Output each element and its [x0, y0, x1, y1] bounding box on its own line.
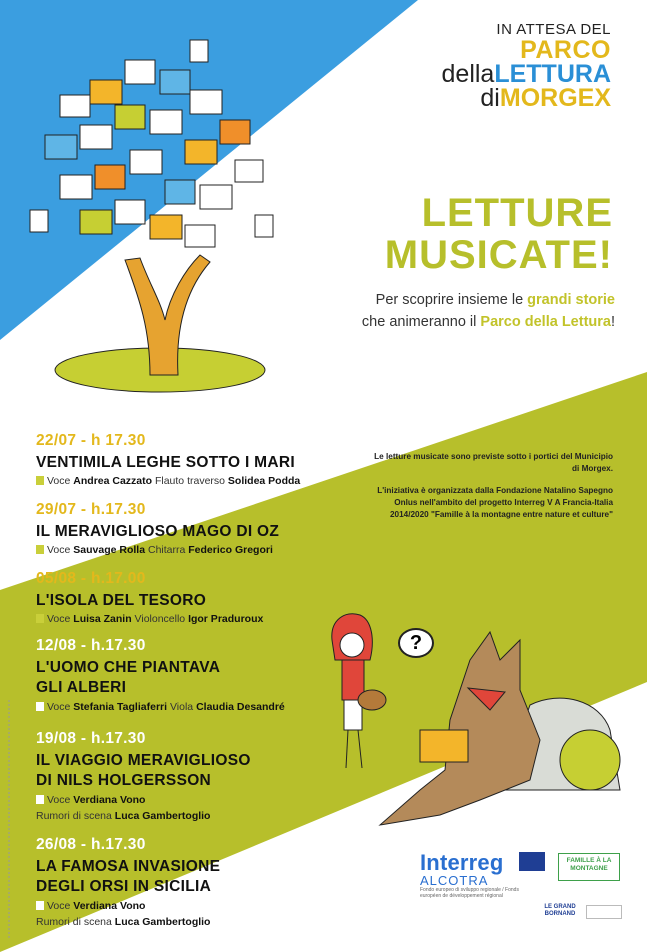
- book-icon: [36, 545, 44, 554]
- event-credits: Voce Andrea Cazzato Flauto traverso Solidea Podda: [36, 474, 300, 490]
- event-date: 22/07 - h 17.30: [36, 432, 146, 449]
- header-block: [442, 22, 611, 111]
- book-icon: [36, 795, 44, 804]
- event-credits: Voce Verdiana Vono Rumori di scena Luca Gambertoglio: [36, 899, 211, 928]
- interreg-logo: Interreg: [420, 850, 504, 875]
- legrand-bornand-logo: LE GRAND BORNAND: [544, 904, 576, 918]
- book-icon: [36, 476, 44, 485]
- info-note: Le letture musicate sono previste sotto i portici del Municipio di Morgex. L'iniziativa è organizzata dalla Fondazione Natalino Sapegno Onlus nell'ambito del progetto Interreg V A Francia-Italia 2014/2020 "Famille à la montagne entre nature et culture": [374, 452, 613, 519]
- event-credits: Voce Verdiana Vono Rumori di scena Luca Gambertoglio: [36, 793, 211, 822]
- event-credits: Voce Luisa Zanin Violoncello Igor Praduroux: [36, 612, 263, 628]
- famille-logo: FAMILLE À LA MONTAGNE: [566, 857, 612, 873]
- event-4: [36, 637, 285, 716]
- eu-flag-icon: [519, 852, 545, 871]
- header-line1: IN ATTESA DEL: [496, 21, 611, 38]
- alcotra-logo: ALCOTRA: [420, 873, 489, 888]
- main-title: LETTURE MUSICATE!: [384, 191, 613, 277]
- event-credits: Voce Stefania Tagliaferri Viola Claudia Desandré: [36, 700, 285, 716]
- event-title: L'UOMO CHE PIANTAVA GLI ALBERI: [36, 659, 221, 697]
- event-date: 29/07 - h.17.30: [36, 501, 146, 518]
- book-icon: [36, 901, 44, 910]
- fund-text: Fondo europeo di sviluppo regionale / Fonds européen de développement régional: [420, 887, 519, 899]
- intro-text: Per scoprire insieme le grandi storie che animeranno il Parco della Lettura!: [361, 292, 615, 330]
- event-6: [36, 836, 220, 930]
- event-title: IL VIAGGIO MERAVIGLIOSO DI NILS HOLGERSSON: [36, 752, 251, 790]
- event-date: 05/08 - h.17.00: [36, 570, 146, 587]
- speech-bubble: ?: [398, 628, 434, 658]
- event-2: [36, 501, 279, 559]
- event-date: 19/08 - h.17.30: [36, 730, 146, 747]
- event-date: 26/08 - h.17.30: [36, 836, 146, 853]
- event-title: VENTIMILA LEGHE SOTTO I MARI: [36, 454, 295, 471]
- republique-francaise-logo: [586, 905, 622, 919]
- event-title: IL MERAVIGLIOSO MAGO DI OZ: [36, 523, 280, 540]
- event-date: 12/08 - h.17.30: [36, 637, 146, 654]
- event-title: L'ISOLA DEL TESORO: [36, 592, 207, 609]
- blue-triangle: [0, 0, 418, 340]
- event-title: LA FAMOSA INVASIONE DEGLI ORSI IN SICILIA: [36, 858, 221, 896]
- book-icon: [36, 702, 44, 711]
- header-line3: dellaLETTURA: [441, 60, 611, 88]
- header-line2: PARCO: [520, 36, 611, 64]
- book-icon: [36, 614, 44, 623]
- header-line4: diMORGEX: [480, 84, 611, 112]
- event-3: [36, 570, 263, 628]
- event-1: [36, 432, 300, 490]
- event-5: [36, 730, 251, 824]
- event-credits: Voce Sauvage Rolla Chitarra Federico Gregori: [36, 543, 279, 559]
